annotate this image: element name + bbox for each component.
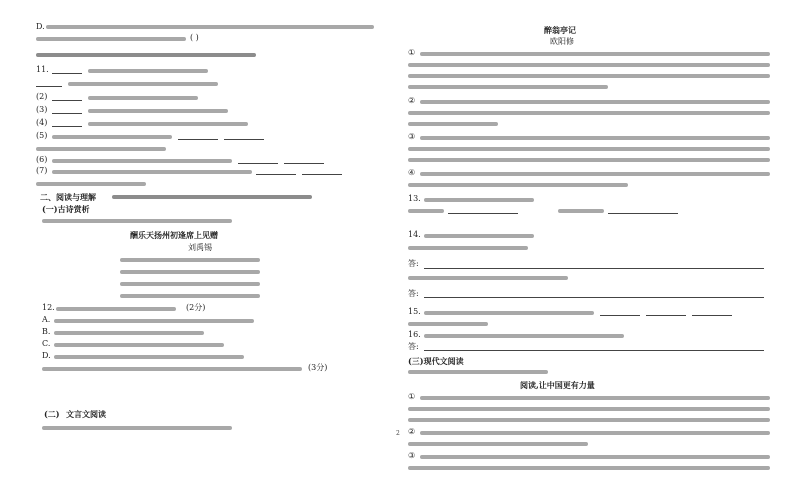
text-line: [408, 74, 770, 78]
text-line: [88, 122, 248, 126]
verse-item-label: (7): [36, 166, 48, 175]
para-marker: ②: [408, 96, 416, 105]
text-line: [408, 63, 770, 67]
text-line: [558, 209, 604, 213]
modern-essay-title: 阅读,让中国更有力量: [520, 380, 595, 390]
text-line: [54, 319, 254, 323]
text-line: [420, 52, 770, 56]
answer-blank: [424, 297, 764, 298]
text-line: [68, 82, 218, 86]
text-line: [42, 426, 232, 430]
page-number: 2: [396, 430, 400, 437]
text-line: [46, 25, 374, 29]
answer-blank: [52, 100, 82, 101]
text-line: [408, 122, 498, 126]
verse-item-label: 11.: [36, 65, 49, 74]
text-line: [408, 276, 568, 280]
text-line: [52, 135, 172, 139]
text-line: [36, 37, 186, 41]
text-line: [42, 219, 232, 223]
essay-title: 醉翁亭记: [544, 25, 576, 35]
part-one-label: (一)古诗赏析: [42, 204, 90, 214]
para-marker: ④: [408, 168, 416, 177]
verse-item-label: (4): [36, 118, 48, 127]
text-line: [420, 136, 770, 140]
text-line: [408, 147, 770, 151]
poem-line: [120, 258, 260, 262]
text-line: [408, 85, 608, 89]
text-line: [424, 198, 534, 202]
text-line: [52, 170, 252, 174]
text-line: [408, 183, 628, 187]
text-line: [408, 209, 444, 213]
text-line: [424, 311, 594, 315]
blank-paren: ( ): [190, 33, 199, 42]
section-reading-heading: 二、阅读与理解: [40, 192, 96, 202]
poem-line: [120, 294, 260, 298]
modern-para-marker: ①: [408, 392, 416, 401]
text-line: [408, 246, 528, 250]
answer-blank: [600, 315, 640, 316]
q12-option-b: B.: [42, 327, 51, 336]
left-column: [12, 0, 384, 478]
text-line: [54, 343, 224, 347]
answer-blank: [52, 126, 82, 127]
text-line: [408, 158, 770, 162]
text-line: [408, 407, 770, 411]
text-line: [54, 331, 204, 335]
answer-blank: [52, 73, 82, 74]
modern-para-marker: ②: [408, 427, 416, 436]
text-line: [56, 307, 176, 311]
para-marker: ③: [408, 132, 416, 141]
text-line: [408, 111, 770, 115]
modern-para-marker: ③: [408, 451, 416, 460]
part-two-title: 文言文阅读: [66, 409, 106, 419]
right-column: [408, 0, 780, 478]
q12-option-d: D.: [42, 351, 51, 360]
item-d-label: D.: [36, 22, 45, 31]
text-line: [88, 69, 208, 73]
q14-label: 14.: [408, 230, 421, 239]
poem-line: [120, 282, 260, 286]
answer-blank: [238, 163, 278, 164]
section-three-heading: (三)现代文阅读: [408, 356, 464, 366]
q16-label: 16.: [408, 330, 421, 339]
answer-blank: [448, 213, 518, 214]
answer-blank: [36, 86, 62, 87]
section-heading-line: [112, 195, 312, 199]
answer-blank: [302, 174, 342, 175]
text-line: [36, 147, 166, 151]
answer-blank: [424, 268, 764, 269]
text-line: [52, 159, 232, 163]
answer-blank: [424, 350, 764, 351]
poem-title: 酬乐天扬州初逢席上见赠: [130, 230, 218, 240]
text-line: [424, 334, 624, 338]
text-line: [408, 418, 770, 422]
text-line: [424, 234, 534, 238]
poem-line: [120, 270, 260, 274]
q12-option-a: A.: [42, 315, 51, 324]
text-line: [42, 367, 302, 371]
text-line: [408, 442, 588, 446]
answer-label: 答:: [408, 259, 419, 268]
answer-label: 答:: [408, 289, 419, 298]
essay-author: 欧阳修: [550, 37, 574, 46]
text-line: [420, 455, 770, 459]
answer-label: 答:: [408, 342, 419, 351]
text-line: [36, 182, 146, 186]
q13-label: 13.: [408, 194, 421, 203]
answer-blank: [52, 113, 82, 114]
q12-sub2-points: (3分): [308, 363, 328, 372]
answer-blank: [178, 139, 218, 140]
answer-blank: [608, 213, 678, 214]
text-line: [420, 396, 770, 400]
q15-label: 15.: [408, 307, 421, 316]
text-line: [88, 96, 198, 100]
para-marker: ①: [408, 48, 416, 57]
text-line: [54, 355, 244, 359]
verse-item-label: (3): [36, 105, 48, 114]
verse-item-label: (5): [36, 131, 48, 140]
text-line: [408, 322, 488, 326]
text-line: [88, 109, 228, 113]
text-line: [420, 431, 770, 435]
q12-label: 12.: [42, 303, 55, 312]
part-two-label: (二): [44, 409, 60, 419]
q12-option-c: C.: [42, 339, 51, 348]
answer-blank: [284, 163, 324, 164]
text-line: [420, 172, 770, 176]
poem-author: 刘禹锡: [188, 243, 212, 252]
text-line: [408, 466, 770, 470]
text-line: [408, 370, 548, 374]
answer-blank: [224, 139, 264, 140]
verse-item-label: (2): [36, 92, 48, 101]
verse-item-label: (6): [36, 155, 48, 164]
q12-points: (2分): [186, 303, 206, 312]
answer-blank: [646, 315, 686, 316]
answer-blank: [256, 174, 296, 175]
answer-blank: [692, 315, 732, 316]
text-line: [420, 100, 770, 104]
section-heading-line: [36, 53, 256, 57]
